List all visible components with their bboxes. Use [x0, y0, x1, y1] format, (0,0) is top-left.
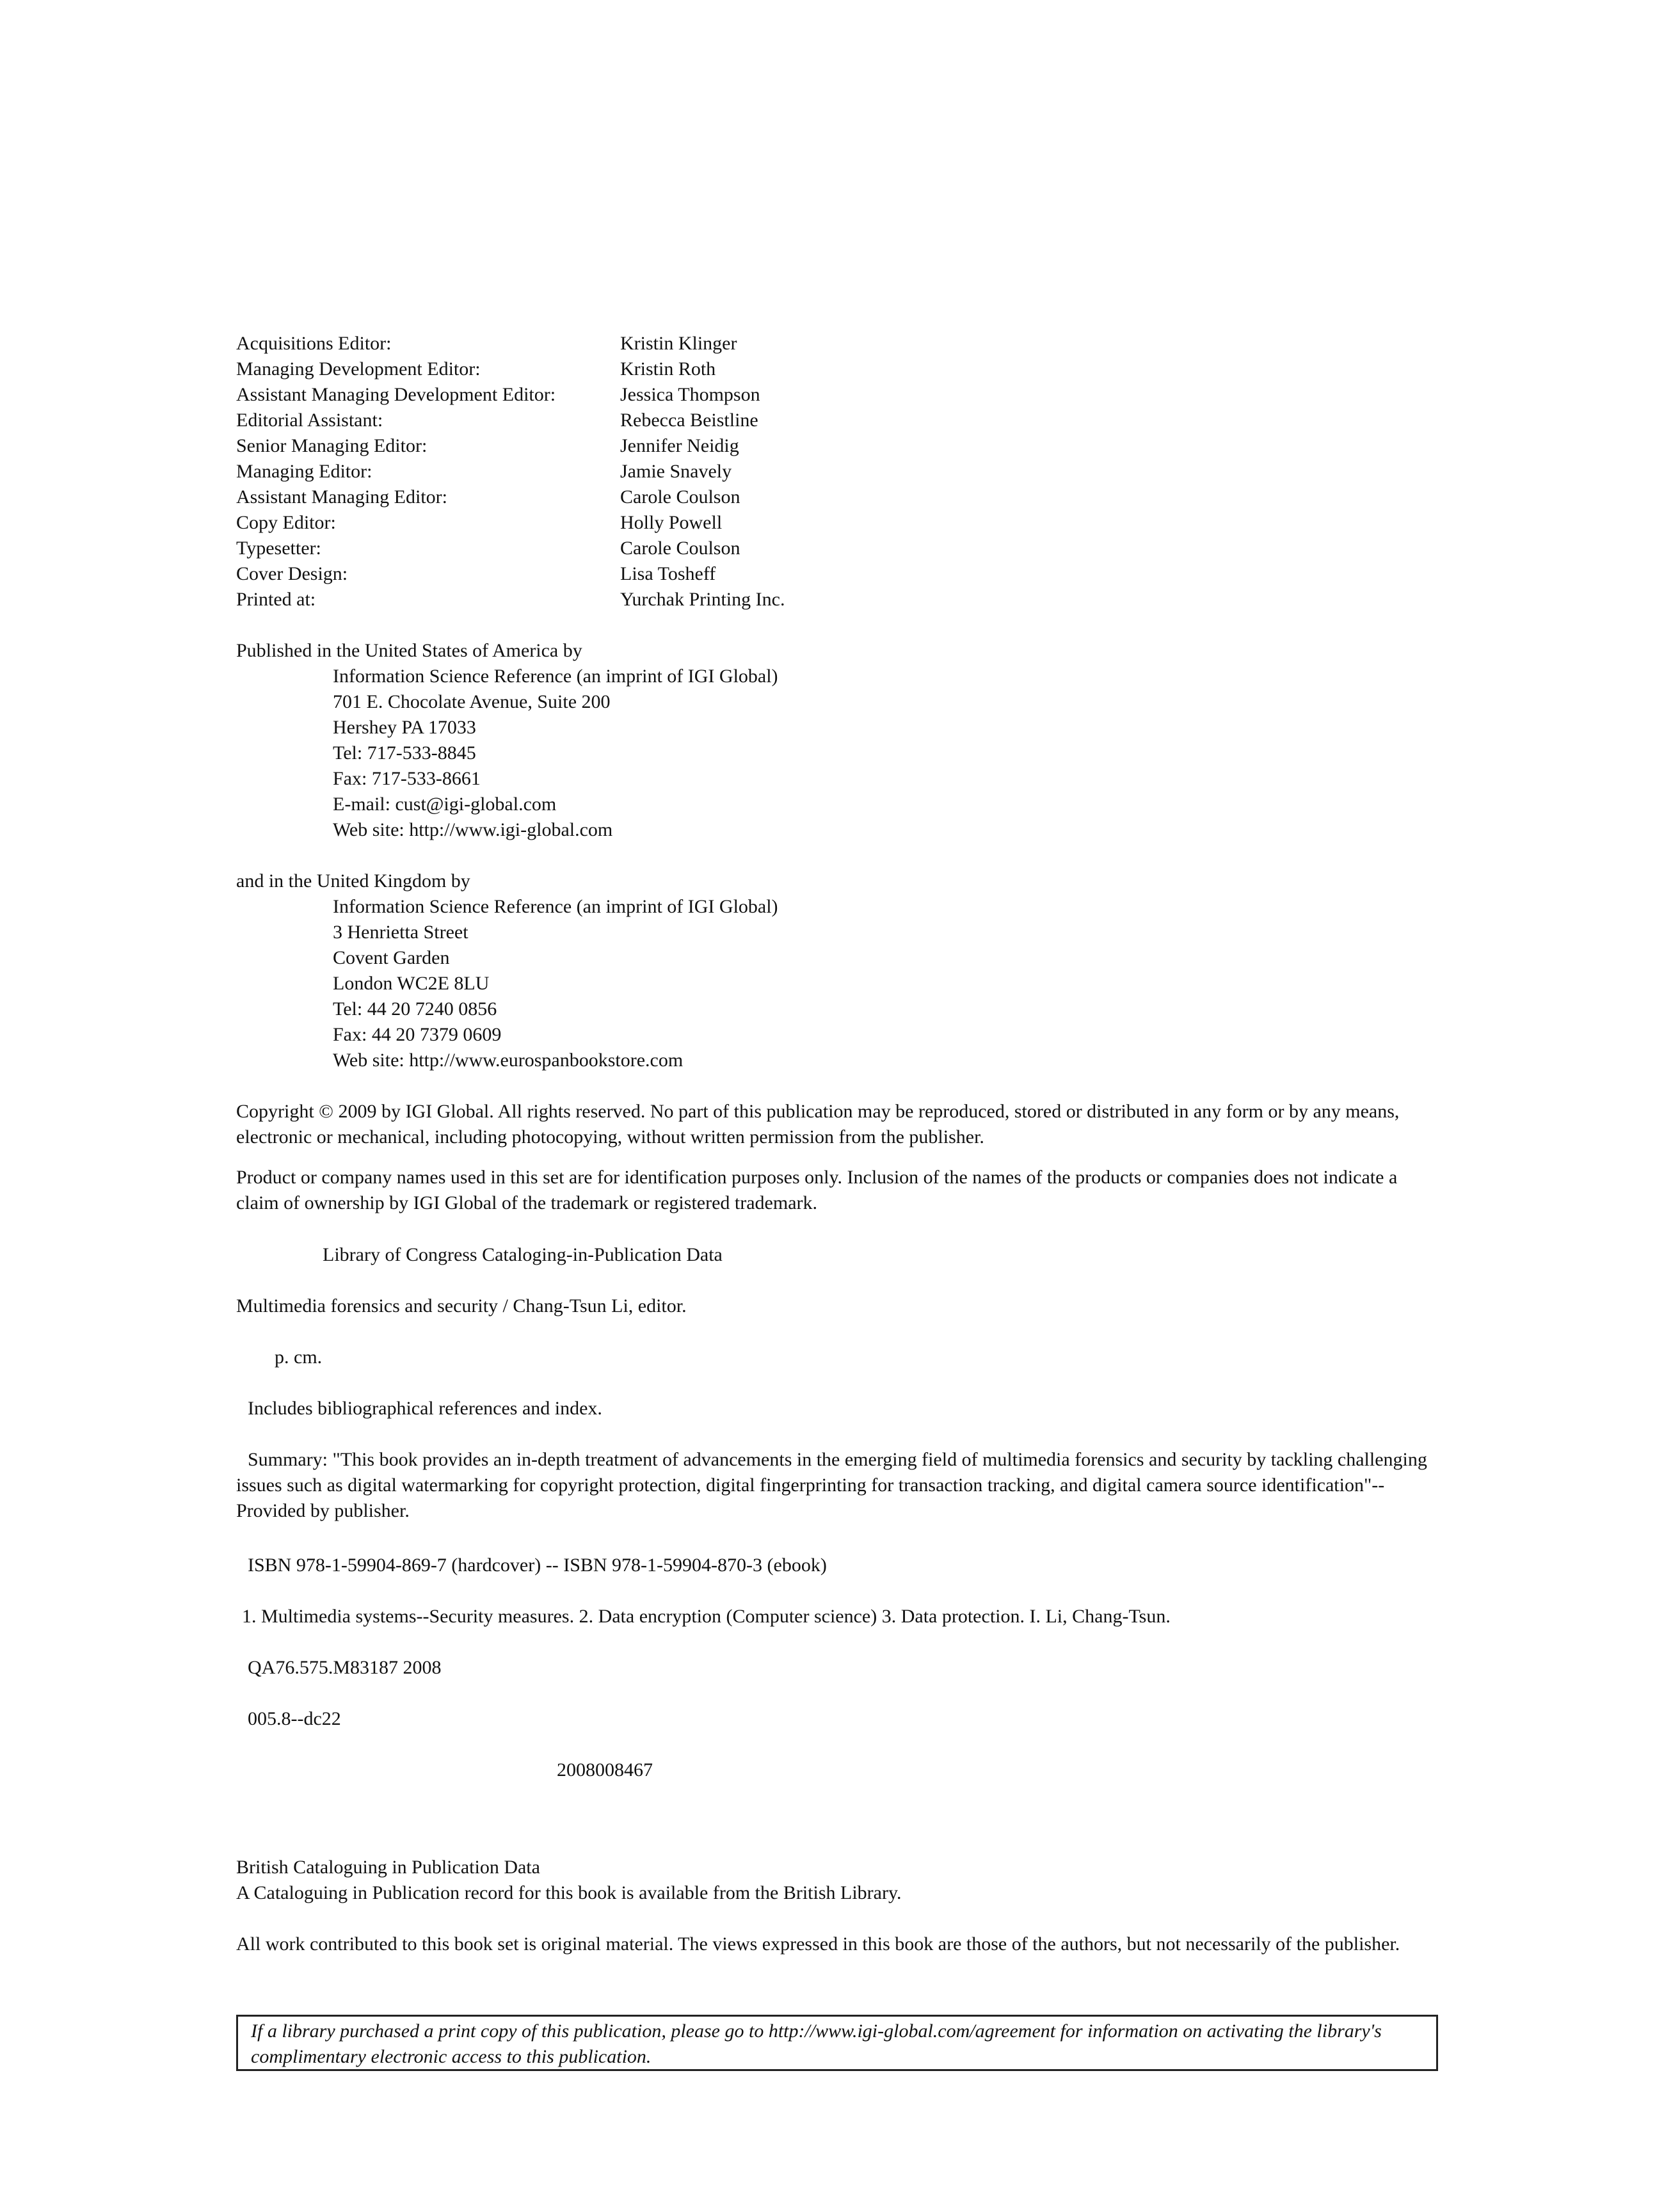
us-publisher-line: Fax: 717-533-8661 — [333, 768, 481, 789]
credit-role: Typesetter: — [236, 538, 321, 559]
cip-pages: p. cm. — [275, 1347, 323, 1368]
credit-role: Assistant Managing Editor: — [236, 486, 447, 508]
credit-name: Jennifer Neidig — [620, 435, 739, 456]
us-publisher-line: Hershey PA 17033 — [333, 717, 476, 738]
credit-name: Kristin Roth — [620, 358, 716, 380]
credit-role: Assistant Managing Development Editor: — [236, 384, 556, 405]
credit-role: Printed at: — [236, 589, 316, 610]
uk-publisher-website: Web site: http://www.eurospanbookstore.com — [333, 1050, 684, 1071]
credit-role: Acquisitions Editor: — [236, 333, 392, 354]
library-notice-box — [236, 2015, 1438, 2071]
credit-name: Kristin Klinger — [620, 333, 737, 354]
us-publisher-line: 701 E. Chocolate Avenue, Suite 200 — [333, 691, 611, 712]
original-work-statement: All work contributed to this book set is original material. The views expressed in this book are those of the authors, but not necessarily of the publisher. — [236, 1933, 1400, 1955]
uk-publisher-line: Tel: 44 20 7240 0856 — [333, 998, 497, 1020]
credit-role: Copy Editor: — [236, 512, 336, 533]
cip-title: Multimedia forensics and security / Chang-Tsun Li, editor. — [236, 1295, 687, 1316]
uk-publisher-heading: and in the United Kingdom by — [236, 870, 470, 892]
us-publisher-heading: Published in the United States of America by — [236, 640, 582, 661]
credit-role: Editorial Assistant: — [236, 410, 383, 431]
credit-name: Carole Coulson — [620, 486, 740, 508]
cip-includes: Includes bibliographical references and index. — [248, 1398, 602, 1419]
library-notice-text: If a library purchased a print copy of this publication, please go to http://www.igi-global.com/agreement for information on activating the library's complimentary electronic access to this publication. — [251, 2020, 1382, 2067]
uk-publisher-line: 3 Henrietta Street — [333, 922, 468, 943]
uk-publisher-line: Information Science Reference (an imprint of IGI Global) — [333, 896, 778, 917]
uk-publisher-line: London WC2E 8LU — [333, 973, 490, 994]
credit-name: Carole Coulson — [620, 538, 740, 559]
credit-role: Senior Managing Editor: — [236, 435, 428, 456]
trademark-paragraph: Product or company names used in this set are for identification purposes only. Inclusion of the names of the products or companies does not indicate a claim of ownership by IGI Global of the trademark or registered trademark. — [236, 1167, 1398, 1213]
credit-name: Rebecca Beistline — [620, 410, 758, 431]
cip-lccn: 2008008467 — [557, 1759, 653, 1780]
credit-name: Lisa Tosheff — [620, 563, 716, 584]
credit-role: Managing Development Editor: — [236, 358, 481, 380]
credit-name: Holly Powell — [620, 512, 723, 533]
credit-role: Managing Editor: — [236, 461, 372, 482]
us-publisher-email: E-mail: cust@igi-global.com — [333, 794, 557, 815]
cip-heading: Library of Congress Cataloging-in-Publication Data — [323, 1244, 723, 1265]
us-publisher-line: Tel: 717-533-8845 — [333, 742, 476, 764]
cip-dewey: 005.8--dc22 — [248, 1708, 341, 1729]
cip-lc-class: QA76.575.M83187 2008 — [248, 1657, 442, 1678]
cip-summary: Summary: "This book provides an in-depth treatment of advancements in the emerging field of multimedia forensics and security by tackling challenging issues such as digital watermarking for copyright protection, digital fingerprinting for transaction tracking, and digital camera source identification"--Provided by publisher. — [236, 1449, 1427, 1521]
credit-role: Cover Design: — [236, 563, 348, 584]
cip-isbn: ISBN 978-1-59904-869-7 (hardcover) -- ISBN 978-1-59904-870-3 (ebook) — [248, 1555, 827, 1576]
us-publisher-website: Web site: http://www.igi-global.com — [333, 819, 613, 840]
credit-name: Jamie Snavely — [620, 461, 732, 482]
credit-name: Jessica Thompson — [620, 384, 760, 405]
cip-subjects: 1. Multimedia systems--Security measures. 2. Data encryption (Computer science) 3. Data protection. I. Li, Chang-Tsun. — [242, 1606, 1171, 1627]
us-publisher-line: Information Science Reference (an imprint of IGI Global) — [333, 666, 778, 687]
uk-publisher-line: Fax: 44 20 7379 0609 — [333, 1024, 502, 1045]
british-cip-heading: British Cataloguing in Publication Data — [236, 1857, 540, 1878]
british-cip-text: A Cataloguing in Publication record for this book is available from the British Library. — [236, 1882, 902, 1903]
copyright-paragraph: Copyright © 2009 by IGI Global. All rights reserved. No part of this publication may be reproduced, stored or distributed in any form or by any means, electronic or mechanical, including photocopying, without written permission from the publisher. — [236, 1101, 1400, 1148]
uk-publisher-line: Covent Garden — [333, 947, 450, 968]
credit-name: Yurchak Printing Inc. — [620, 589, 785, 610]
